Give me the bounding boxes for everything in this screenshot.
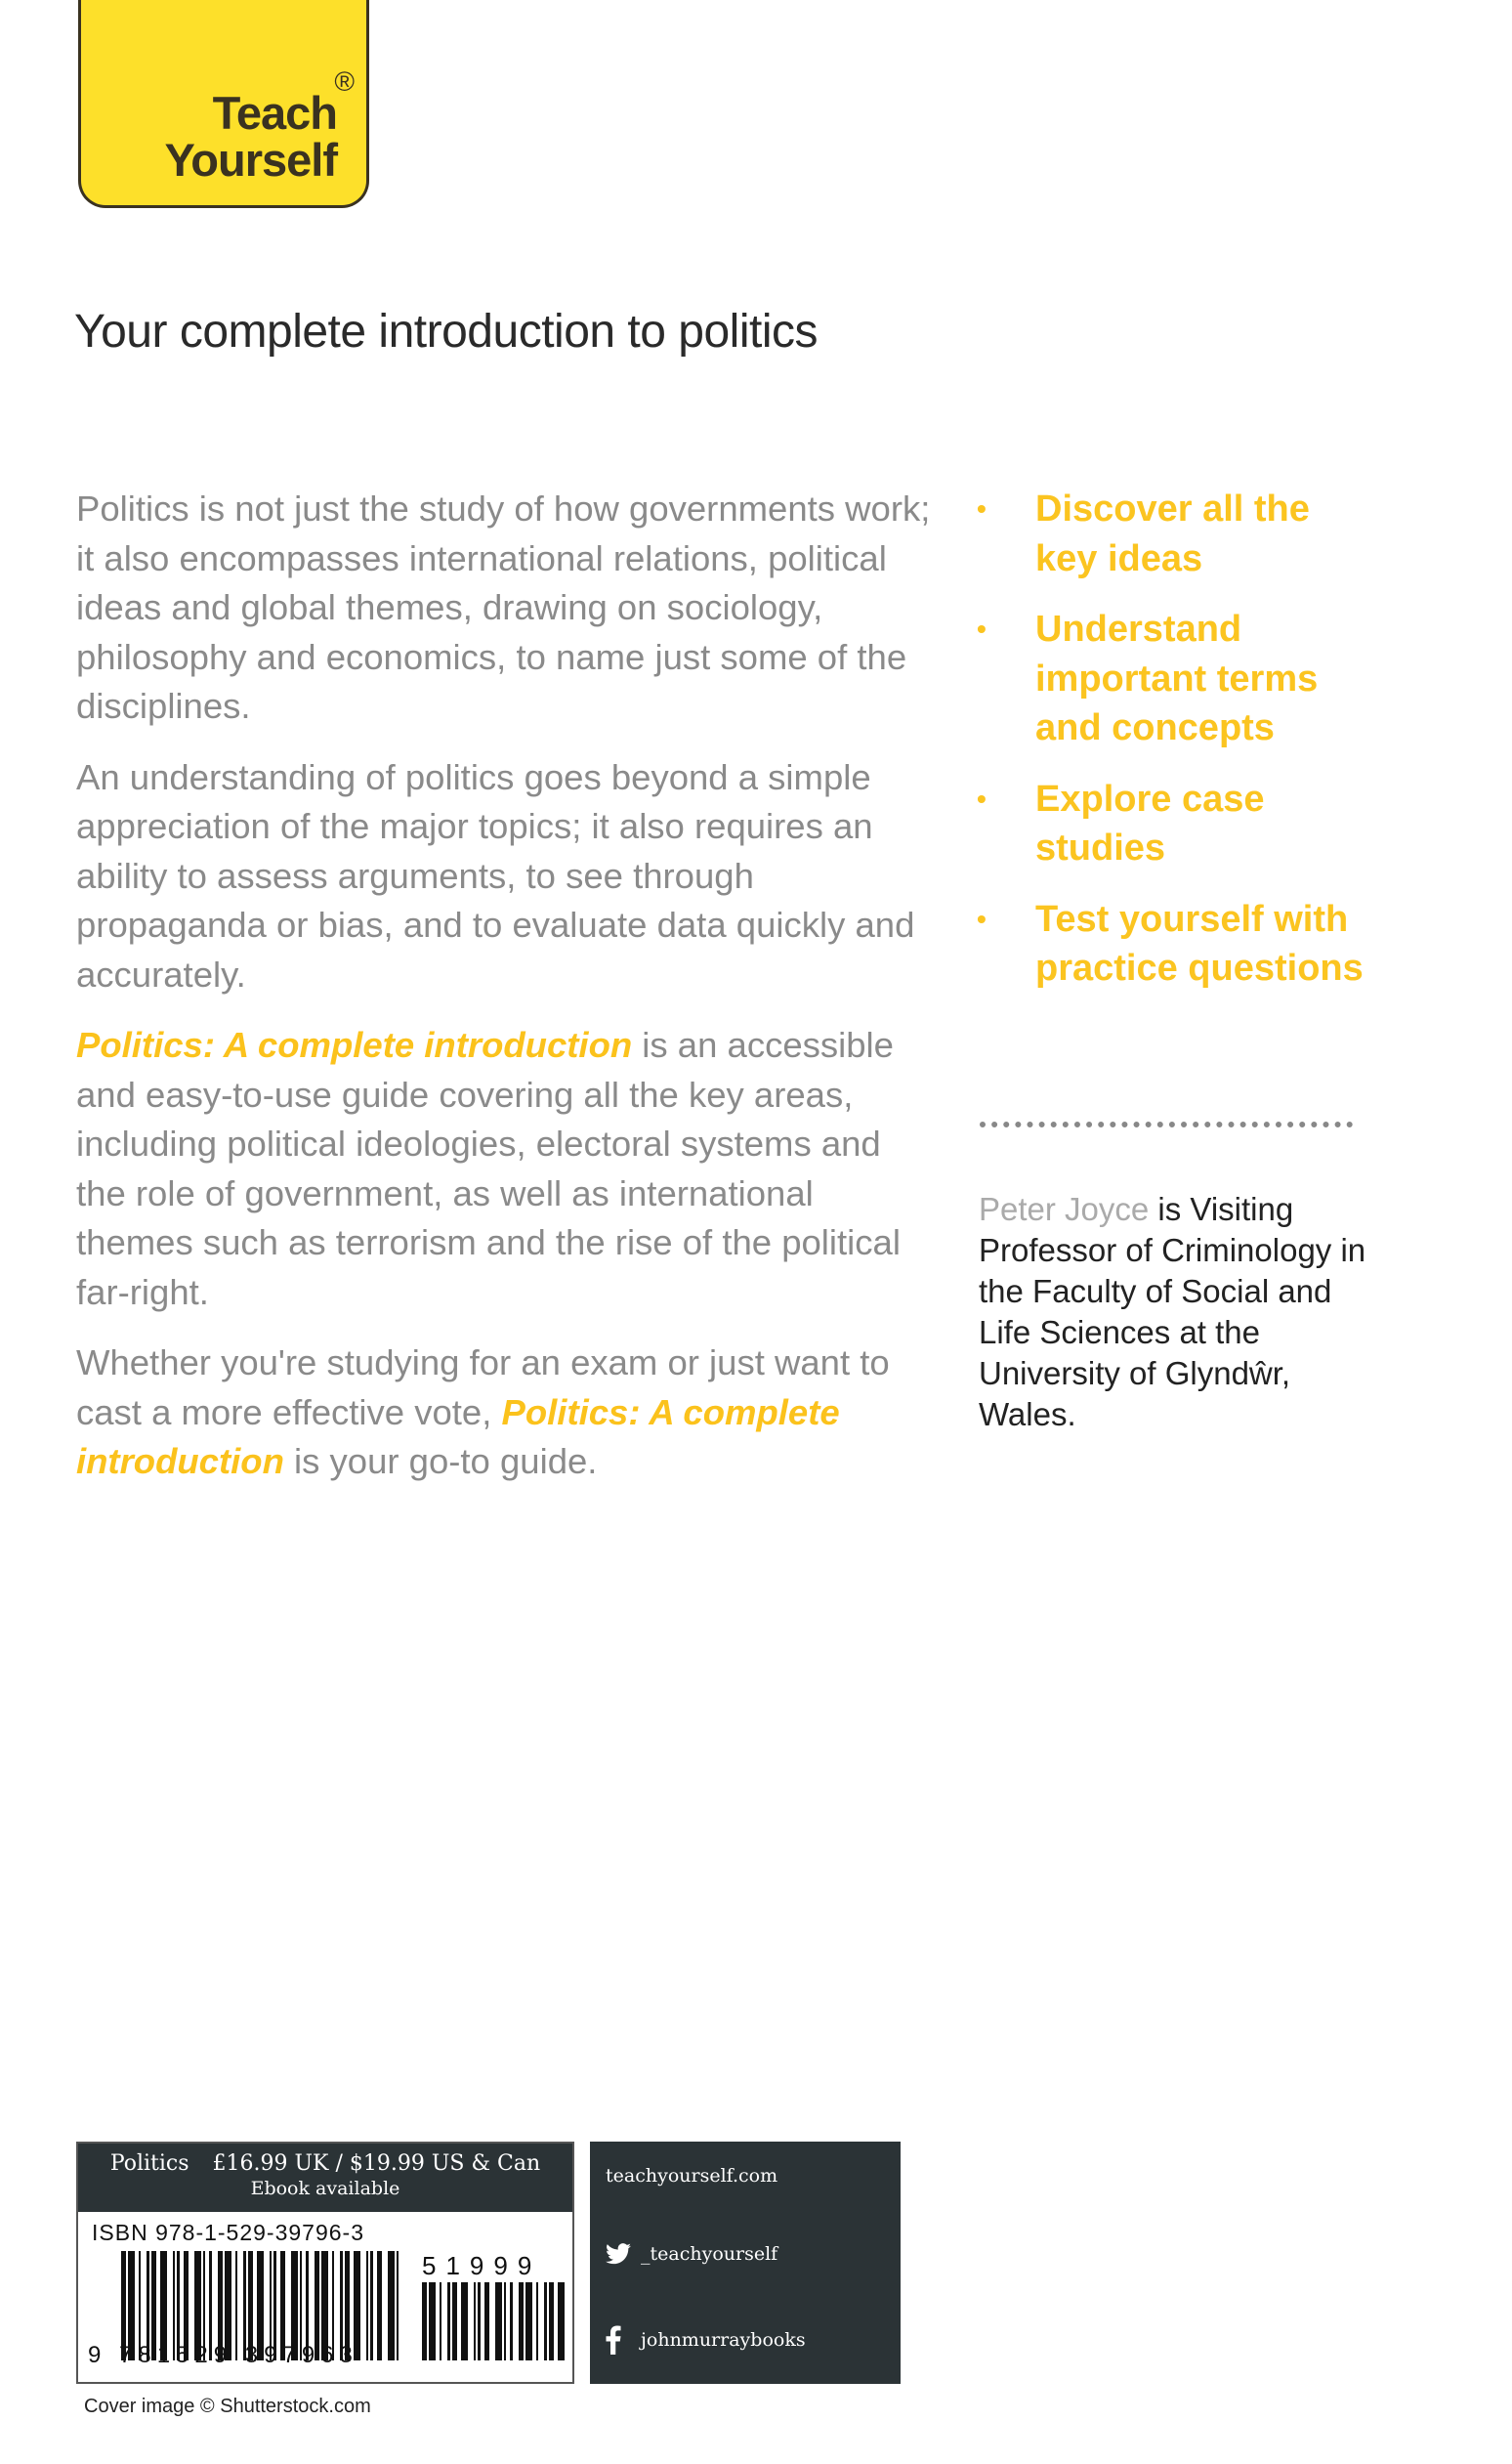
- barcode-bar: [377, 2251, 382, 2360]
- price-barcode-box: [76, 2142, 574, 2384]
- barcode-bar: [510, 2282, 514, 2360]
- logo-line1: Teach: [212, 87, 337, 139]
- barcode-digits: 9 781529 397963: [88, 2342, 358, 2368]
- bullet-icon: •: [977, 783, 987, 814]
- barcode-bar: [474, 2282, 476, 2360]
- barcode-bar: [549, 2282, 554, 2360]
- ebook-note: Ebook available: [250, 2178, 400, 2199]
- twitter-icon: [606, 2243, 631, 2265]
- feature-item: • Test yourself with practice questions: [977, 895, 1367, 994]
- blurb-paragraph-4: [76, 1338, 936, 1487]
- bullet-icon: •: [977, 614, 987, 644]
- barcode-bar: [461, 2282, 468, 2360]
- author-name: Peter Joyce: [979, 1191, 1150, 1227]
- website-link[interactable]: teachyourself.com: [606, 2165, 778, 2187]
- page-title: Your complete introduction to politics: [74, 306, 818, 358]
- barcode-bar: [558, 2282, 565, 2360]
- barcode-bar: [370, 2251, 374, 2360]
- registered-mark: ®: [334, 66, 355, 97]
- blurb-paragraph-2: An understanding of politics goes beyond a simple appreciation of the major topics; it also requires an ability to assess arguments, to see through propaganda or bias, and to evaluate data quickly and accurately.: [76, 756, 915, 995]
- price: £16.99 UK / $19.99 US & Can: [212, 2151, 541, 2176]
- logo-line2: Yourself: [164, 134, 337, 186]
- blurb-text: is an accessible and easy-to-use guide covering all the key areas, including political ideologies, electoral systems and the role of government, as well as international themes such as terrorism and the rise of the political far-right.: [76, 1025, 901, 1312]
- facebook-link[interactable]: johnmurraybooks: [606, 2325, 806, 2355]
- author-bio: [979, 1189, 1369, 1435]
- author-bio-text: is Visiting Professor of Criminology in the Faculty of Social and Life Sciences at the University of Glyndŵr, Wales.: [979, 1191, 1366, 1432]
- blurb-text: is your go-to guide.: [283, 1441, 598, 1481]
- facebook-icon: [606, 2325, 621, 2355]
- book-title-highlight: Politics: A complete introduction: [76, 1025, 633, 1065]
- barcode-bar: [452, 2282, 457, 2360]
- feature-item: • Explore case studies: [977, 775, 1367, 873]
- blurb: [76, 485, 936, 1508]
- dotted-divider: [980, 1122, 1353, 1127]
- social-panel: [590, 2142, 901, 2384]
- barcode-bar: [366, 2251, 368, 2360]
- barcode-bar: [519, 2282, 524, 2360]
- barcode-bar: [422, 2282, 427, 2360]
- barcode-bar: [388, 2251, 395, 2360]
- book-title-highlight: Politics: A complete introduction: [76, 1391, 840, 1481]
- blurb-paragraph-3: [76, 1021, 936, 1317]
- isbn: ISBN 978-1-529-39796-3: [92, 2220, 364, 2245]
- barcode-bar: [478, 2282, 482, 2360]
- barcode-bar: [544, 2282, 548, 2360]
- feature-list: [977, 485, 1367, 1015]
- barcode-addon-digits: 51999: [422, 2251, 542, 2280]
- bullet-icon: •: [977, 903, 987, 934]
- barcode-bar: [536, 2282, 538, 2360]
- feature-item: • Understand important terms and concepts: [977, 605, 1367, 753]
- feature-item: • Discover all the key ideas: [977, 485, 1367, 583]
- barcode-bar: [397, 2251, 399, 2360]
- barcode-bar: [504, 2282, 506, 2360]
- barcode-bar: [447, 2282, 451, 2360]
- barcode-addon: [422, 2282, 570, 2360]
- cover-credit: Cover image © Shutterstock.com: [84, 2396, 371, 2417]
- blurb-text: Whether you're studying for an exam or just want to cast a more effective vote,: [76, 1342, 890, 1432]
- barcode-bar: [429, 2282, 436, 2360]
- subject: Politics: [109, 2151, 189, 2176]
- teach-yourself-logo: [78, 0, 369, 208]
- twitter-link[interactable]: _teachyourself: [606, 2243, 777, 2265]
- price-header: [78, 2144, 572, 2212]
- blurb-paragraph-1: Politics is not just the study of how governments work; it also encompasses international relations, political ideas and global themes, drawing on sociology, philosophy and economics, to name just some of the disciplines.: [76, 489, 931, 726]
- bullet-icon: •: [977, 493, 987, 524]
- barcode-bar: [525, 2282, 532, 2360]
- barcode-bar: [495, 2282, 502, 2360]
- barcode-bar: [484, 2282, 489, 2360]
- barcode-bar: [440, 2282, 441, 2360]
